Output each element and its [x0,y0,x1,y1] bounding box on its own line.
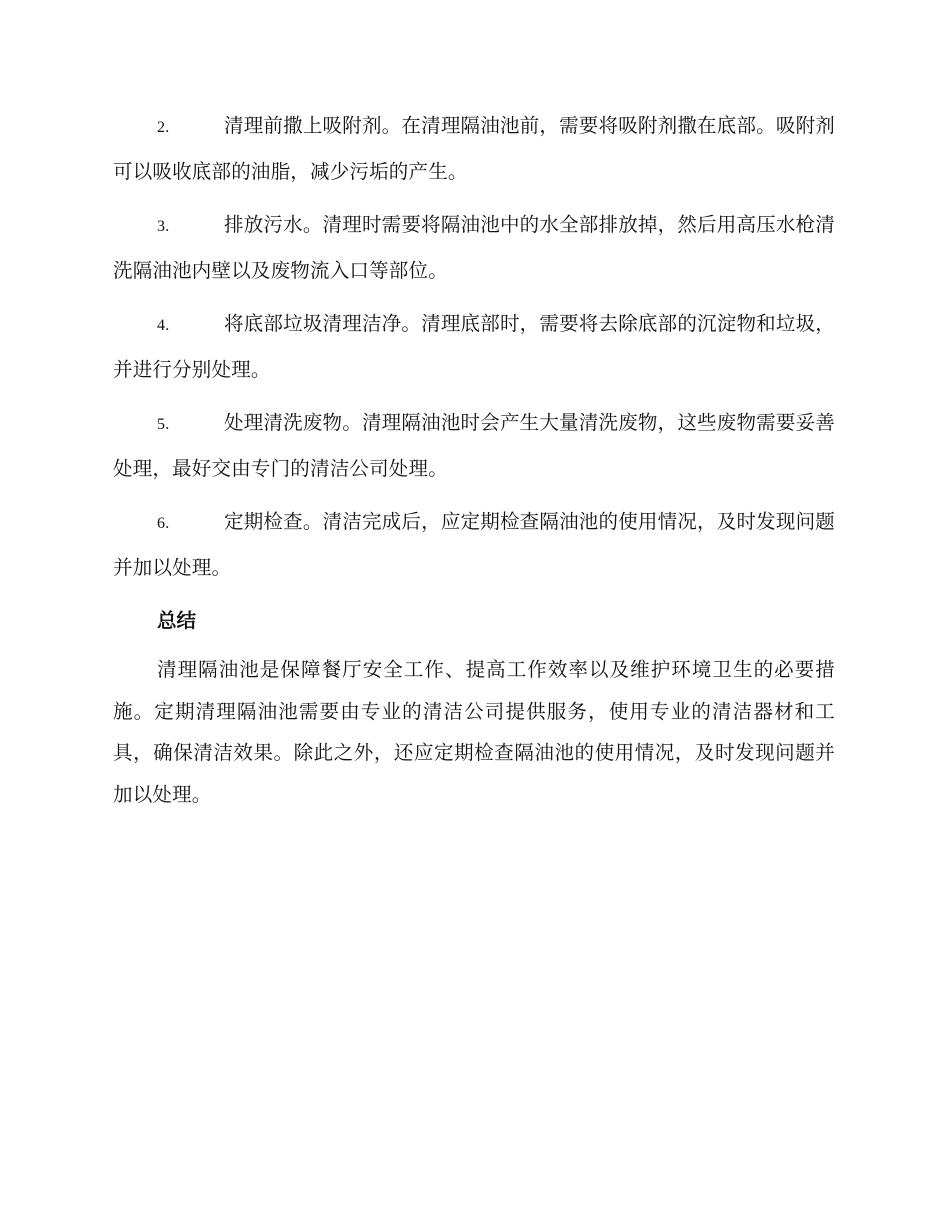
summary-heading: 总结 [157,609,197,632]
list-number: 6. [157,515,170,532]
document-body [113,104,835,815]
list-item-4 [113,302,835,392]
list-text: 处理清洗废物。清理隔油池时会产生大量清洗废物，这些废物需要妥善处理，最好交由专门的清洁公司处理。 [113,411,835,480]
summary-paragraph: 清理隔油池是保障餐厅安全工作、提高工作效率以及维护环境卫生的必要措施。定期清理隔油池需要由专业的清洁公司提供服务，使用专业的清洁器材和工具，确保清洁效果。除此之外，还应定期检查隔油池的使用情况，及时发现问题并加以处理。 [113,658,835,806]
list-text: 将底部垃圾清理洁净。清理底部时，需要将去除底部的沉淀物和垃圾，并进行分别处理。 [113,312,835,381]
list-item-2 [113,104,835,194]
list-number: 4. [157,317,170,334]
list-text: 清理前撒上吸附剂。在清理隔油池前，需要将吸附剂撒在底部。吸附剂可以吸收底部的油脂，减少污垢的产生。 [113,114,835,183]
list-item-5 [113,401,835,491]
list-number: 3. [157,218,170,235]
list-number: 2. [157,119,170,136]
list-number: 5. [157,416,170,433]
list-text: 定期检查。清洁完成后，应定期检查隔油池的使用情况，及时发现问题并加以处理。 [113,510,835,579]
list-item-3 [113,203,835,293]
list-text: 排放污水。清理时需要将隔油池中的水全部排放掉，然后用高压水枪清洗隔油池内壁以及废物流入口等部位。 [113,213,835,282]
list-item-6 [113,500,835,590]
